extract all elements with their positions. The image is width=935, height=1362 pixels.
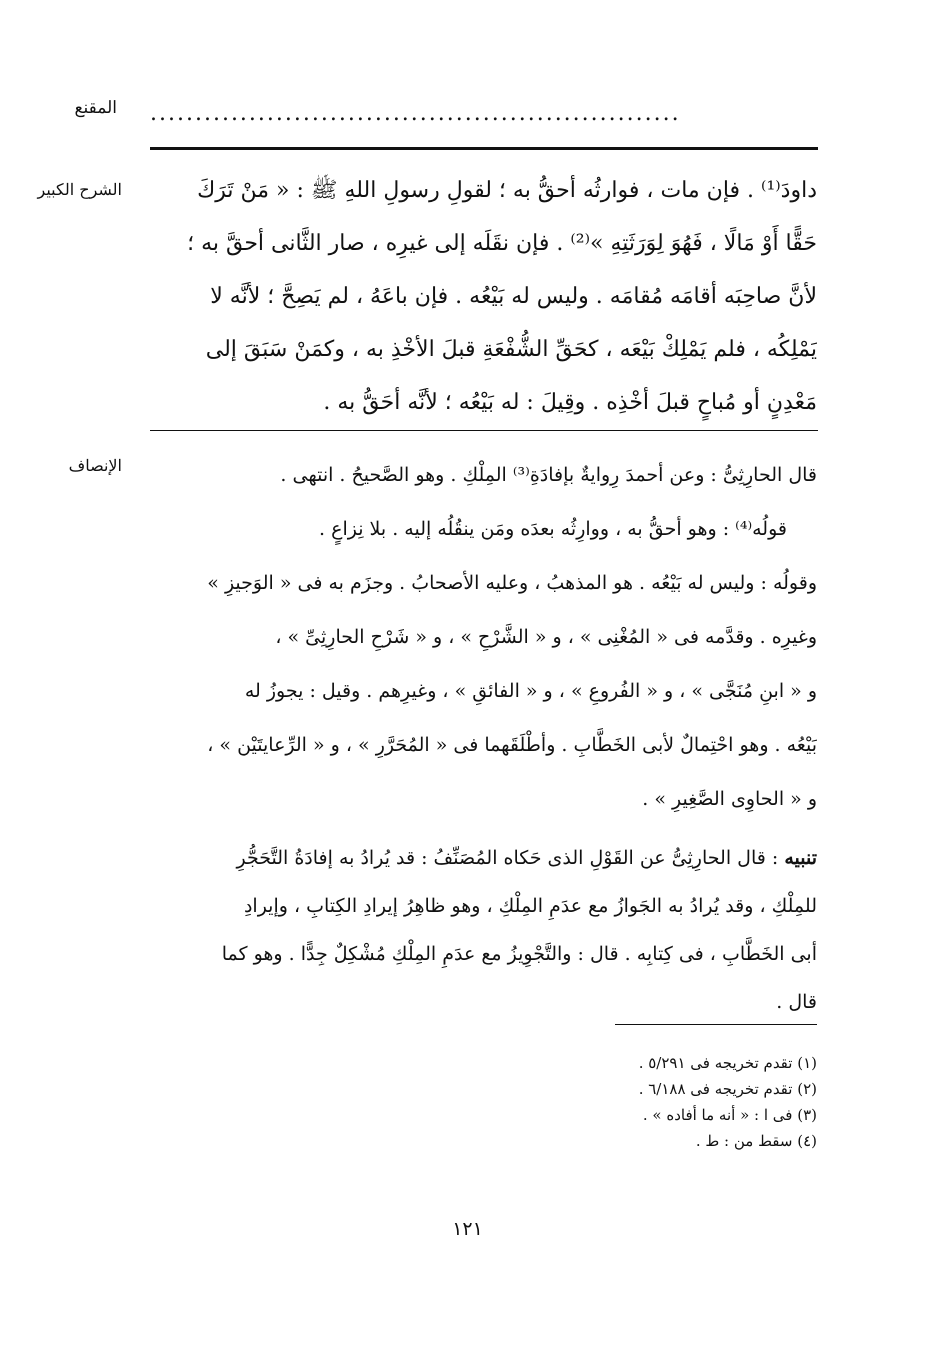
tanbih-line: : قال الحارِثِىُّ عن القَوْلِ الذى حَكاه المُصَنِّفُ : قد يُرادُ به إفادَةُ التَّحَجُّرِ: [236, 847, 779, 869]
insaf-paragraph: قولُه⁽⁴⁾ : وهو أحقُّ به ، ووارِثُه بعدَه ومَن ينقُلُه إليه . بلا نِزاعٍ .: [319, 518, 787, 540]
footnote: (١) تقدم تخريجه فى ٥/٢٩١ .: [638, 1054, 817, 1072]
tanbih-line: أبى الخَطَّابِ ، فى كِتابِه . قال : والتَّجْوِيزُ مع عدَمِ المِلْكِ مُشْكِلٌ جِدًّا . وهو كما: [221, 943, 817, 965]
page-number: ١٢١: [452, 1218, 483, 1240]
book-title: المقنع: [74, 98, 117, 118]
sharh-line: داودَ⁽¹⁾ . فإن مات ، فوارثُه أحقُّ به ؛ لقولِ رسولِ اللهِ ﷺ : « مَنْ تَرَكَ: [197, 178, 817, 203]
sharh-text-block: [149, 164, 817, 429]
sharh-line: حَقًّا أَوْ مَالًا ، فَهُوَ لِوَرَثَتِهِ »⁽²⁾ . فإن نقَلَه إلى غيرِه ، صار الثَّانى أحقَّ به ؛: [187, 231, 817, 256]
tanbih-block: [149, 834, 817, 1026]
insaf-line: و « ابنِ مُنَجَّى » ، و « الفُروعِ » ، و « الفائقِ » ، وغيرِهم . وقيل : يجوزُ له: [244, 680, 817, 702]
sharh-line: يَمْلِكُه ، فلم يَمْلِكْ بَيْعَه ، كحَقِّ الشُّفْعَةِ قبلَ الأخْذِ به ، وكمَنْ سَبَقَ إلى: [205, 337, 817, 362]
footnotes: [317, 1050, 817, 1154]
tanbih-line: قال .: [776, 991, 817, 1013]
section-divider: [150, 430, 818, 431]
tanbih-line: للمِلْكِ ، وقد يُرادُ به الجَوازُ مع عدَمِ المِلْكِ ، وهو ظاهِرُ إيرادِ الكِتابِ ، وإيرادِ: [243, 895, 817, 917]
footnote-rule: [615, 1024, 817, 1025]
insaf-text-block: [149, 448, 817, 826]
sharh-line: لأنَّ صاحِبَه أقامَه مُقامَه . وليس له بَيْعُه . فإن باعَهُ ، لم يَصِحَّ ؛ لأنَّه لا: [210, 284, 817, 309]
sharh-line: مَعْدِنٍ أو مُباحٍ قبلَ أخْذِه . وقِيلَ : له بَيْعُه ؛ لأنَّه أحَقُّ به .: [323, 390, 817, 415]
footnote: (٤) سقط من : ط .: [695, 1132, 817, 1150]
insaf-line: وغيرِه . وقدَّمه فى « المُغْنِى » ، و « الشَّرْحِ » ، و « شَرْحِ الحارِثِىِّ » ،: [275, 626, 817, 648]
insaf-line: بَيْعُه . وهو احْتِمالٌ لأبى الخَطَّابِ . وأطْلَقَهما فى « المُحَرَّرِ » ، و « الرِّعايتَيْن » ،: [207, 734, 817, 756]
insaf-line: وقولُه : وليس له بَيْعُه . هو المذهبُ ، وعليه الأصحابُ . وجزَم به فى « الوَجيزِ »: [207, 572, 817, 594]
footnote: (٢) تقدم تخريجه فى ٦/١٨٨ .: [638, 1080, 817, 1098]
header-rule: [150, 147, 818, 150]
insaf-line: و « الحاوِى الصَّغِيرِ » .: [642, 788, 817, 810]
header-dot-leader: ...........................................................: [150, 104, 681, 124]
insaf-side-label: الإنصاف: [68, 456, 122, 475]
tanbih-label: تنبيه: [784, 847, 817, 869]
sharh-side-label: الشرح الكبير: [37, 180, 122, 199]
footnote: (٣) فى ا : « أنه ما أفاده » .: [642, 1106, 817, 1124]
insaf-paragraph: قال الحارِثِىُّ : وعن أحمدَ رِوايةٌ بإفادَةِ⁽³⁾ المِلْكِ . وهو الصَّحيحُ . انتهى .: [280, 464, 817, 486]
tanbih-first-line: [149, 834, 817, 882]
